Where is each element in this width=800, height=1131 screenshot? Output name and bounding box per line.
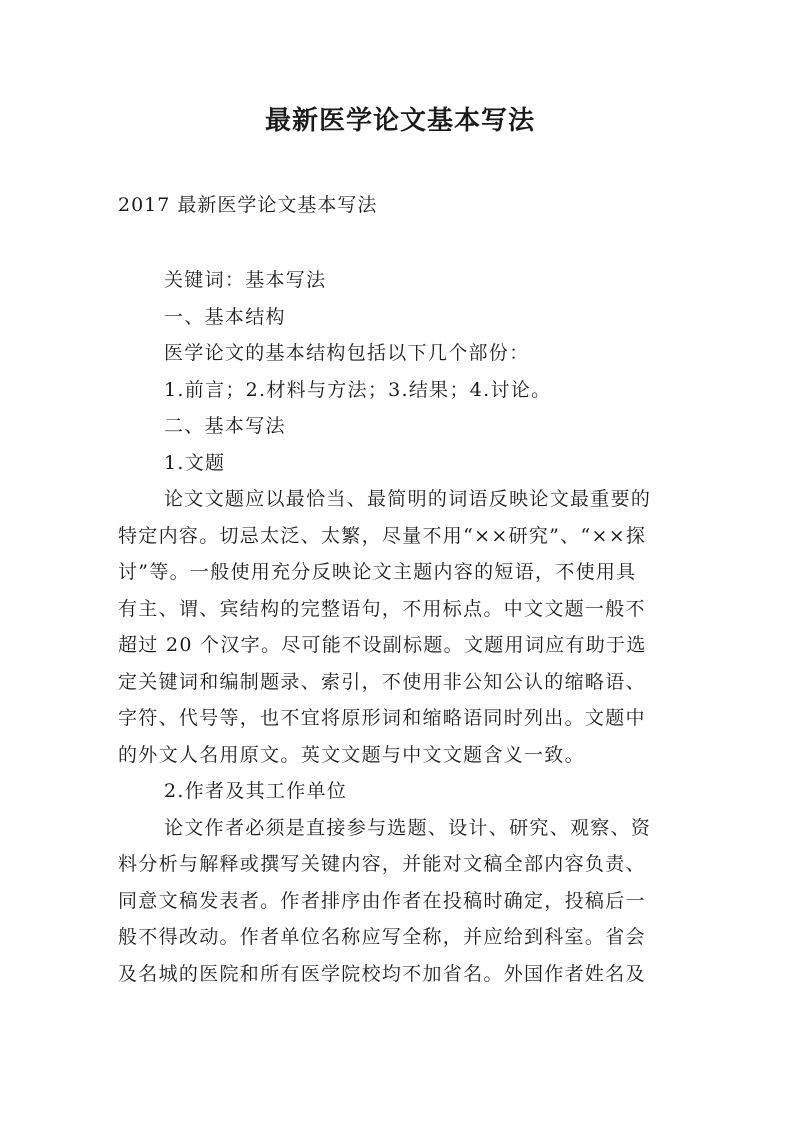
text-line: 二、基本写法 — [164, 415, 286, 437]
text-line: 般不得改动。作者单位名称应写全称，并应给到科室。省会 — [118, 926, 646, 948]
text-line: 及名城的医院和所有医学院校均不加省名。外国作者姓名及 — [118, 962, 646, 985]
text-line: 讨”等。一般使用充分反映论文主题内容的短语，不使用具 — [118, 561, 637, 583]
text-line: 论文文题应以最恰当、最简明的词语反映论文最重要的 — [164, 488, 652, 510]
text-line: 超过 20 个汉字。尽可能不设副标题。文题用词应有助于选 — [118, 634, 647, 656]
document-body — [118, 262, 690, 992]
text-line: 特定内容。切忌太泛、太繁，尽量不用“××研究”、“××探 — [118, 524, 647, 547]
text-line: 定关键词和编制题录、索引，不使用非公知公认的缩略语、 — [118, 670, 646, 693]
text-line: 同意文稿发表者。作者排序由作者在投稿时确定，投稿后一 — [118, 889, 646, 912]
text-line: 关键词：基本写法 — [164, 269, 327, 291]
text-line: 1.前言；2.材料与方法；3.结果；4.讨论。 — [164, 378, 552, 401]
document-subtitle: 2017 最新医学论文基本写法 — [118, 194, 378, 216]
text-line: 1.文题 — [164, 451, 226, 474]
document-title: 最新医学论文基本写法 — [264, 106, 535, 136]
text-line: 论文作者必须是直接参与选题、设计、研究、观察、资 — [164, 816, 652, 839]
text-line: 料分析与解释或撰写关键内容，并能对文稿全部内容负责、 — [118, 853, 646, 875]
text-line: 一、基本结构 — [164, 305, 286, 328]
text-line: 2.作者及其工作单位 — [164, 780, 348, 802]
text-line: 字符、代号等，也不宜将原形词和缩略语同时列出。文题中 — [118, 707, 646, 729]
text-line: 有主、谓、宾结构的完整语句，不用标点。中文文题一般不 — [118, 597, 646, 620]
text-line: 医学论文的基本结构包括以下几个部份： — [164, 342, 530, 364]
text-line: 的外文人名用原文。英文文题与中文文题含义一致。 — [118, 743, 585, 766]
